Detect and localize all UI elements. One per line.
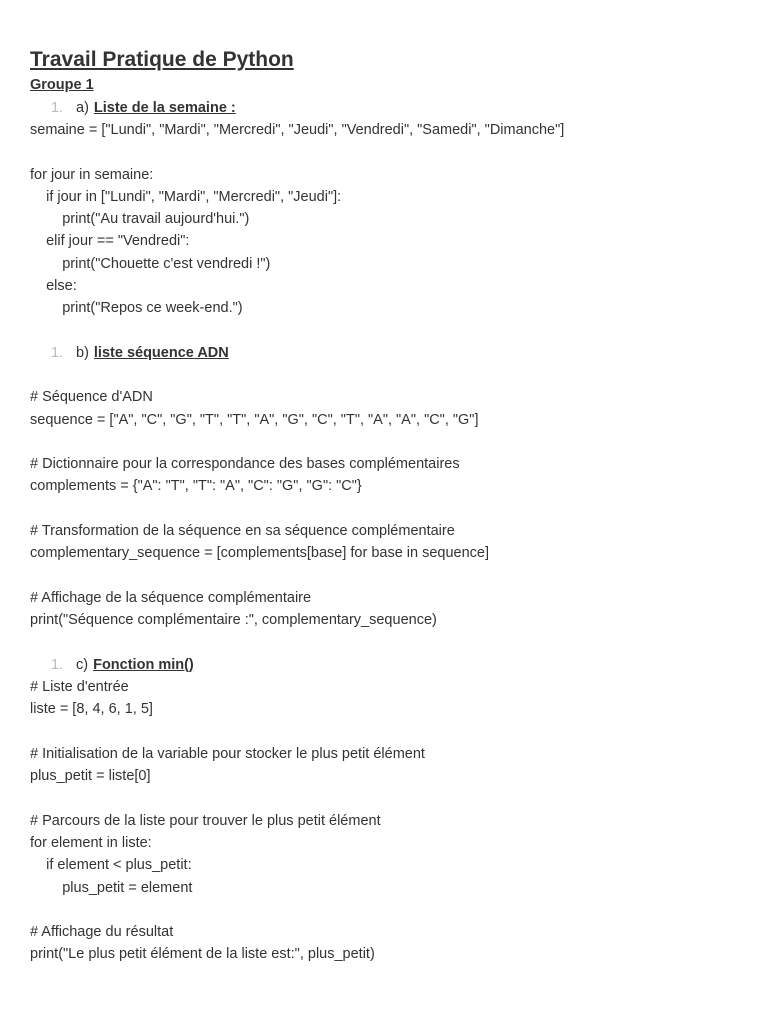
code-line: print("Chouette c'est vendredi !") [30, 255, 271, 272]
code-line: for element in liste: [30, 834, 152, 851]
section-heading [30, 654, 738, 676]
code-line: # Affichage de la séquence complémentaire [30, 589, 312, 606]
sections-container [30, 97, 738, 966]
code-line: print("Au travail aujourd'hui.") [30, 211, 250, 228]
section-title: Liste de la semaine : [93, 100, 236, 116]
code-line: # Dictionnaire pour la correspondance des bases complémentaires [30, 456, 460, 473]
code-line: print("Repos ce week-end.") [30, 300, 243, 317]
code-line: elif jour == "Vendredi": [30, 233, 190, 250]
code-line [30, 565, 738, 587]
list-number: 1. [51, 656, 64, 673]
code-line: complements = {"A": "T", "T": "A", "C": "G", "G": "C"} [30, 478, 362, 495]
code-line [30, 320, 738, 342]
section-letter: a) [76, 100, 89, 116]
code-section [30, 342, 738, 654]
code-line: # Affichage du résultat [30, 924, 174, 941]
section-heading [30, 342, 738, 364]
list-number: 1. [51, 100, 64, 116]
code-line: # Séquence d'ADN [30, 389, 153, 406]
code-section [30, 654, 738, 966]
code-line: # Liste d'entrée [30, 678, 129, 695]
code-line: # Initialisation de la variable pour stocker le plus petit élément [30, 745, 425, 762]
section-title: liste séquence ADN [93, 344, 229, 361]
code-line: # Transformation de la séquence en sa séquence complémentaire [30, 523, 455, 540]
document-title: Travail Pratique de Python [30, 48, 294, 71]
group-title: Groupe 1 [30, 77, 94, 93]
section-heading [30, 97, 738, 119]
code-line [30, 431, 738, 453]
code-line: plus_petit = element [30, 879, 193, 896]
code-line [30, 364, 738, 386]
code-line: plus_petit = liste[0] [30, 768, 151, 785]
section-title: Fonction min() [93, 656, 194, 673]
section-letter: c) [76, 656, 89, 673]
code-line: semaine = ["Lundi", "Mardi", "Mercredi", "Jeudi", "Vendredi", "Samedi", "Dimanche"] [30, 122, 565, 138]
section-letter: b) [76, 344, 89, 361]
code-section [30, 97, 738, 342]
code-line: # Parcours de la liste pour trouver le plus petit élément [30, 812, 381, 829]
code-line: print("Séquence complémentaire :", complementary_sequence) [30, 612, 437, 629]
code-line [30, 720, 738, 742]
code-line: if element < plus_petit: [30, 857, 192, 874]
code-line: sequence = ["A", "C", "G", "T", "T", "A", "G", "C", "T", "A", "A", "C", "G"] [30, 411, 479, 428]
code-line: for jour in semaine: [30, 166, 154, 183]
code-line: if jour in ["Lundi", "Mardi", "Mercredi", "Jeudi"]: [30, 188, 342, 205]
code-line: else: [30, 278, 77, 295]
code-line [30, 632, 738, 654]
code-line: complementary_sequence = [complements[base] for base in sequence] [30, 545, 490, 562]
code-line [30, 787, 738, 809]
code-line: liste = [8, 4, 6, 1, 5] [30, 701, 153, 718]
code-line [30, 899, 738, 921]
code-line [30, 141, 738, 163]
code-line [30, 498, 738, 520]
code-line: print("Le plus petit élément de la liste est:", plus_petit) [30, 946, 375, 963]
list-number: 1. [51, 344, 64, 361]
